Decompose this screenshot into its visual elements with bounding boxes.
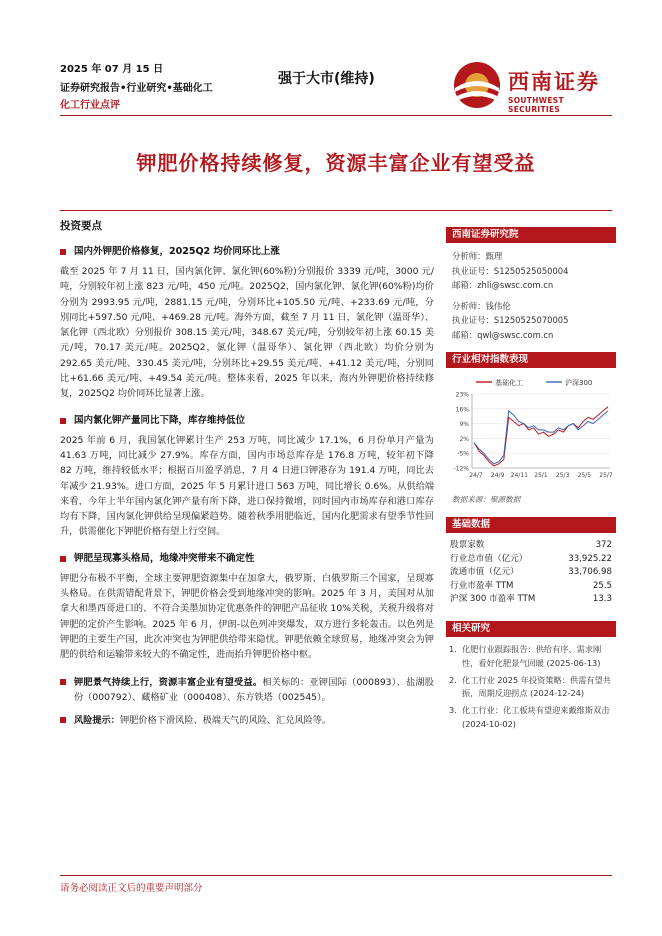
basic-data-table (446, 539, 616, 607)
chart-heading: 行业相对指数表现 (446, 352, 616, 368)
basic-value: 25.5 (592, 580, 612, 591)
basic-data-row (446, 593, 616, 607)
basic-data-row (446, 566, 616, 580)
y-tick-label: 9% (459, 421, 469, 429)
basic-label: 流通市值（亿元） (450, 567, 519, 578)
x-tick-label: 25/1 (534, 472, 548, 479)
basic-label: 行业总市值（亿元） (450, 553, 528, 564)
point-1-title (60, 245, 434, 259)
bullet-square-icon (60, 556, 66, 562)
report-title: 钾肥价格持续修复，资源丰富企业有望受益 (136, 151, 536, 175)
point-3-body: 钾肥分布极不平衡，全球主要钾肥资源集中在加拿大，俄罗斯、白俄罗斯三个国家，呈现寡头格局。在供需错配背景下，钾肥价格会受到地缘冲突的影响。2025 年 3 月，美国对从加拿大和墨西哥进口的、不符合美墨加协定优惠条件的钾肥产品征收 10%关税，关税升级将对钾肥的定价产生影响。2025 年 6 月，伊朗-以色列冲突爆发，双方进行多轮轰击。以色列是钾肥的主要生产国，此次冲突也为钾肥供给带来隐忧。钾肥依赖全球贸易，地缘冲突会为钾肥的供给和运输带来较大的不确定性，进而抬升钾肥价格中枢。 (60, 572, 434, 661)
y-tick-label: -5% (457, 450, 469, 458)
related-text: 化工行业 2025 年投资策略：供需有望共振，周期反迎拐点 (2024-12-24) (462, 674, 611, 699)
point-1-body: 截至 2025 年 7 月 11 日，国内氯化钾、氯化钾(60%粉)分别报价 3339 元/吨，3000 元/吨，分别较年初上涨 823 元/吨，450 元/吨。2025Q2，国内氯化钾、氯化钾(60%粉)均价分别为 2993.95 元/吨，2881.15 元/吨，分别环比+105.50 元/吨、+233.69 元/吨，分别同比+597.50 元/吨、+469.28 元/吨。海外方面，截至 7 月 11 日，氯化钾（温哥华）、氯化钾（西北欧）分别报价 308.15 美元/吨，348.67 美元/吨，分别较年初上涨 60.15 美元/吨，70.17 美元/吨。2025Q2，氯化钾（温哥华）、氯化钾（西北欧）均价分别为 292.65 美元/吨、330.45 美元/吨，分别环比+29.55 美元/吨、+41.12 美元/吨，分别同比+61.66 美元/吨、+49.54 美元/吨。整体来看，2025 年以来，海内外钾肥价格持续修复，2025Q2 均价同环比显著上涨。 (60, 266, 434, 400)
point-4-text: 相关标的：亚钾国际（000893）、盐湖股份（000792）、藏格矿业（000408）、东方铁塔（002545）。 (74, 676, 434, 703)
institute-heading: 西南证券研究院 (446, 227, 616, 243)
point-4 (60, 675, 434, 706)
legend-label-1: 沪深300 (565, 379, 593, 387)
report-date: 2025 年 07 月 15 日 (60, 64, 164, 75)
risk-warning (60, 713, 434, 728)
point-4-bold: 钾肥景气持续上行，资源丰富企业有望受益。 (74, 676, 263, 688)
basic-value: 13.3 (592, 594, 612, 605)
basic-data-row (446, 539, 616, 553)
title-divider (60, 210, 612, 211)
y-tick-label: -12% (453, 465, 469, 473)
footer-divider (60, 875, 612, 876)
risk-warning-text: 钾肥价格下滑风险、极端天气的风险、汇兑风险等。 (119, 715, 332, 727)
analyst-1-email[interactable]: 邮箱：zhli@swsc.com.cn (452, 280, 554, 290)
point-2-body: 2025 年前 6 月，我国氯化钾累计生产 253 万吨，同比减少 17.1%，6 月份单月产量为 41.63 万吨，同比减少 27.9%。库存方面，国内市场总库存是 176.8 万吨，较年初下降 82 万吨，维持较低水平；根据百川盈孚消息，7 月 4 日进口钾港存为 191.4 万吨，同比去年减少 21.93%。进口方面，2025 年 5 月累计进口 563 万吨，同比增长 0.6%。从供给端来看，今年上半年国内氯化钾产量有所下降，进口保持微增，同时国内市场库存和港口库存均有下降，国内氯化钾供给呈现偏紧趋势。随着秋季用肥临近，国内化肥需求有望季节性回升，供需催化下钾肥价格有望上行空间。 (60, 434, 434, 538)
sidebar (446, 227, 616, 735)
point-3-title-text: 钾肥呈现寡头格局，地缘冲突带来不确定性 (74, 552, 255, 564)
report-subtype: 化工行业点评 (60, 100, 120, 111)
bullet-square-icon (60, 418, 66, 424)
related-num: 2. (449, 674, 457, 685)
basic-data-row (446, 580, 616, 594)
basic-value: 372 (595, 540, 612, 550)
x-tick-label: 25/3 (555, 472, 570, 479)
series-line-0 (474, 407, 608, 466)
logo-english-name: SOUTHWEST SECURITIES (508, 96, 564, 114)
y-tick-label: 16% (455, 406, 469, 414)
basic-label: 行业市盈率 TTM (450, 580, 514, 591)
related-text: 化工行业：化工板块有望迎来戴维斯双击 (2024-10-02) (462, 705, 610, 729)
bullet-square-icon (60, 679, 66, 685)
related-research-heading: 相关研究 (446, 621, 616, 637)
point-1-title-text: 国内外钾肥价格修复，2025Q2 均价同环比上涨 (74, 246, 280, 257)
related-text: 化肥行业跟踪报告：供给有序、需求刚性，看好化肥景气回暖 (2025-06-13) (462, 643, 602, 668)
logo-chinese-name: 西南证券 (508, 69, 600, 94)
x-tick-label: 24/11 (510, 472, 528, 479)
bullet-square-icon (60, 717, 66, 723)
logo-emblem-icon (452, 60, 502, 110)
header-divider (60, 115, 612, 116)
analyst-2-license: 执业证号：S1250525070005 (452, 315, 569, 325)
related-item[interactable] (446, 674, 616, 702)
analyst-1-license: 执业证号：S1250525050004 (452, 265, 569, 276)
point-2-title (60, 414, 434, 428)
basic-value: 33,706.98 (568, 567, 612, 578)
industry-rating: 强于大市(维持) (278, 71, 375, 87)
point-2-title-text: 国内氯化钾产量同比下降，库存维持低位 (74, 414, 246, 426)
bullet-square-icon (60, 249, 66, 255)
related-item[interactable] (446, 704, 616, 732)
basic-label: 股票家数 (450, 540, 485, 550)
legend-label-0: 基础化工 (495, 379, 523, 387)
related-num: 3. (449, 705, 457, 716)
x-tick-label: 25/7 (599, 472, 613, 479)
basic-data-row (446, 553, 616, 567)
basic-label: 沪深 300 市盈率 TTM (450, 594, 536, 605)
footer-note: 请务必阅读正文后的重要声明部分 (60, 883, 203, 894)
x-tick-label: 25/5 (577, 472, 592, 479)
relative-index-chart (446, 374, 616, 486)
analyst-1-name: 分析师：甄理 (452, 251, 503, 261)
report-type: 证券研究报告•行业研究•基础化工 (60, 83, 213, 94)
related-item[interactable] (446, 643, 616, 671)
basic-data-heading: 基础数据 (446, 517, 616, 533)
y-tick-label: 2% (459, 435, 469, 443)
x-tick-label: 24/9 (490, 472, 505, 479)
x-tick-label: 24/7 (469, 472, 483, 479)
risk-warning-label: 风险提示： (74, 715, 120, 727)
series-line-1 (474, 411, 608, 464)
section-heading: 投资要点 (60, 220, 102, 232)
main-content (60, 218, 434, 736)
basic-value: 33,925.22 (568, 553, 612, 564)
analyst-2-email[interactable]: 邮箱：qwl@swsc.com.cn (452, 329, 554, 340)
point-3-title (60, 552, 434, 566)
y-tick-label: 23% (455, 391, 469, 399)
analyst-2-name: 分析师：钱伟伦 (452, 300, 511, 311)
related-num: 1. (449, 643, 457, 654)
chart-source: 数据来源：聚源数据 (452, 495, 521, 504)
company-logo (448, 58, 618, 114)
